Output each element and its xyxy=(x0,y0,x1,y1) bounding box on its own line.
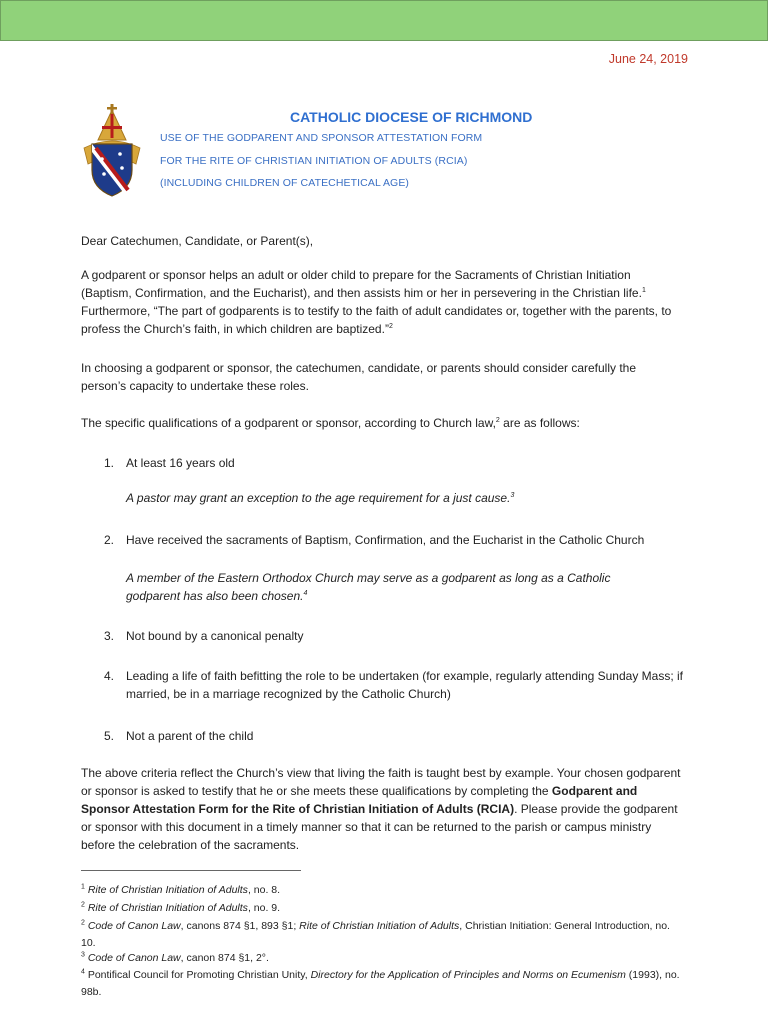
qualification-note-2: A member of the Eastern Orthodox Church may serve as a godparent as long as a Catholic godparent has also been chosen.$^4$ xyxy=(126,571,611,603)
letter-date: June 24, 2019 xyxy=(608,52,688,66)
salutation: Dear Catechumen, Candidate, or Parent(s), xyxy=(81,234,314,248)
footnote-2: $^2$ Rite of Christian Initiation of Adults, no. 9. xyxy=(81,901,281,914)
diocese-crest-icon xyxy=(82,104,142,200)
form-title-line2: FOR THE RITE OF CHRISTIAN INITIATION OF ADULTS (RCIA) xyxy=(160,155,468,167)
footnote-5: $^4$ Pontifical Council for Promoting Christian Unity, Directory for the Application of Principles and Norms on Ecumenism (1993), no. 98b. xyxy=(81,968,680,998)
qualification-note-1: A pastor may grant an exception to the age requirement for a just cause.$^3$ xyxy=(126,491,515,505)
form-title-line3: (INCLUDING CHILDREN OF CATECHETICAL AGE) xyxy=(160,177,410,189)
footnote-divider xyxy=(81,870,301,871)
form-title-line1: USE OF THE GODPARENT AND SPONSOR ATTESTATION FORM xyxy=(160,132,483,144)
footnote-4: $^3$ Code of Canon Law, canon 874 §1, 2°. xyxy=(81,951,269,964)
footnote-3: $^2$ Code of Canon Law, canons 874 §1, 893 §1; Rite of Christian Initiation of Adults, Christian Initiation: General Introduction, no. 10. xyxy=(81,919,670,949)
paragraph-qualifications-intro: The specific qualifications of a godparent or sponsor, according to Church law,$^2$ are as follows: xyxy=(81,416,580,430)
paragraph-intro: A godparent or sponsor helps an adult or older child to prepare for the Sacraments of Christian Initiation (Baptism, Confirmation, and the Eucharist), and then assists him or her in persevering in the Christian life.$^1$ Furthermore, “The part of godparents is to testify to the faith of adult candidates or, together with the parents, to profess the Church’s faith, in which children are baptized.”$^2$ xyxy=(81,268,672,336)
top-banner xyxy=(0,0,768,41)
paragraph-closing: The above criteria reflect the Church’s view that living the faith is taught best by example. Your chosen godparent or sponsor is asked to testify that he or she meets these qualifications by completing the Godparent and Sponsor Attestation Form for the Rite of Christian Initiation of Adults (RCIA). Please provide the godparent or sponsor with this document in a timely manner so that it can be returned to the parish or campus ministry before the celebration of the sacraments. xyxy=(81,766,681,852)
footnote-1: $^1$ Rite of Christian Initiation of Adults, no. 8. xyxy=(81,883,281,896)
paragraph-choosing: In choosing a godparent or sponsor, the catechumen, candidate, or parents should consider carefully the person’s capacity to undertake these roles. xyxy=(81,361,637,393)
organization-name: CATHOLIC DIOCESE OF RICHMOND xyxy=(290,109,533,125)
